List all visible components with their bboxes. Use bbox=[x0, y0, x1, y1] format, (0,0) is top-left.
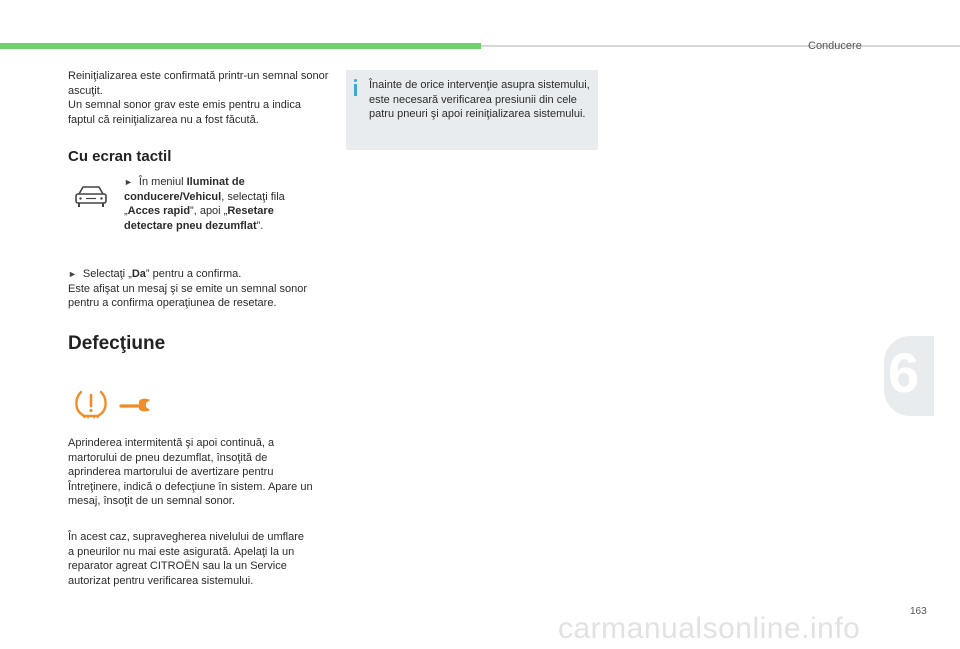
tab-name: Acces rapid bbox=[127, 205, 191, 217]
info-note bbox=[346, 70, 598, 150]
header-progress-bar bbox=[0, 43, 481, 49]
fault-description: Aprinderea intermitentă şi apoi continuă, a martorului de pneu dezumflat, însoţită de aprinderea martorului de avertizare pentru Întreţinere, indică o defecţiune în sistem. Apare un mesaj, însoţit de un semnal sonor. bbox=[68, 437, 313, 507]
car-icon bbox=[74, 184, 108, 210]
menu-name: Iluminat de conducere/Vehicul bbox=[124, 176, 245, 203]
chapter-tab[interactable] bbox=[884, 336, 934, 416]
intro-line-1: Reiniţializarea este confirmată printr-un semnal sonor ascuţit. bbox=[68, 70, 329, 97]
fault-heading: Defecţiune bbox=[68, 333, 166, 354]
tire-pressure-warning-icon bbox=[74, 389, 108, 419]
section-label: Conducere bbox=[808, 40, 862, 52]
info-icon bbox=[354, 84, 357, 96]
page-number: 163 bbox=[910, 606, 927, 617]
arrow-right-icon: ► bbox=[124, 177, 133, 187]
step-confirm-instruction: ► Selectaţi „Da” pentru a confirma. Este afişat un mesaj şi se emite un semnal sonor pentru a confirma operaţiunea de resetare. bbox=[68, 268, 308, 309]
touchscreen-heading: Cu ecran tactil bbox=[68, 148, 172, 165]
confirm-choice: Da bbox=[131, 268, 146, 280]
chapter-number: 6 bbox=[888, 341, 920, 404]
header-divider bbox=[481, 45, 960, 47]
wrench-icon bbox=[119, 397, 153, 413]
info-note-text: Înainte de orice intervenţie asupra sistemului, este necesară verificarea presiunii din cele patru pneuri şi apoi reiniţializarea sistemului. bbox=[369, 79, 590, 120]
watermark: carmanualsonline.info bbox=[558, 612, 861, 645]
intro-line-2: Un semnal sonor grav este emis pentru a indica faptul că reiniţializarea nu a fost făcută. bbox=[68, 99, 301, 126]
intro-paragraph bbox=[68, 69, 330, 127]
fault-instructions: În acest caz, supravegherea nivelului de umflare a pneurilor nu mai este asigurată. Apelaţi la un reparator agreat CITROËN sau la un Service autorizat pentru verificarea sistemului. bbox=[68, 531, 305, 587]
arrow-right-icon: ► bbox=[68, 269, 77, 279]
info-icon-dot bbox=[354, 79, 357, 82]
confirm-result: Este afişat un mesaj şi se emite un semnal sonor pentru a confirma operaţiunea de resetare. bbox=[68, 282, 308, 309]
action-name: Resetare detectare pneu dezumflat bbox=[124, 205, 274, 232]
step-menu-instruction: ► În meniul Iluminat de conducere/Vehicul, selectaţi fila „Acces rapid”, apoi „Resetare detectare pneu dezumflat”. bbox=[124, 176, 285, 232]
